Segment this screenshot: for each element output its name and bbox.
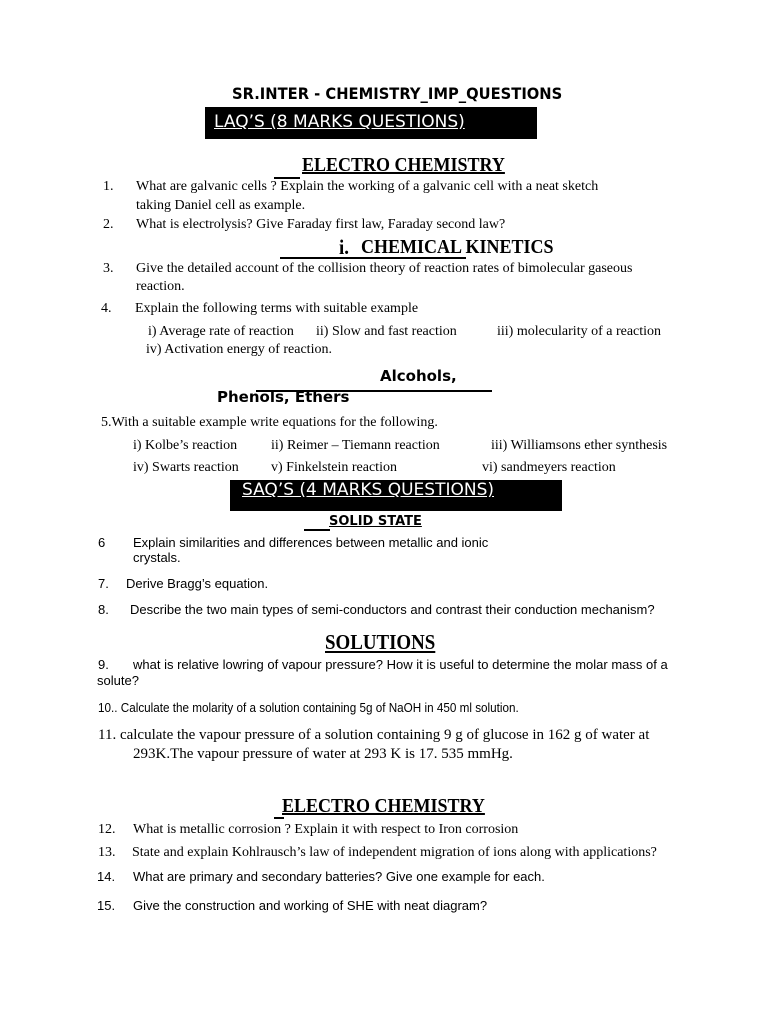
question-text: what is relative lowring of vapour pressure? How it is useful to determine the molar mass of a bbox=[133, 657, 668, 672]
question-text: State and explain Kohlrausch’s law of independent migration of ions along with applications? bbox=[132, 845, 657, 860]
section-heading-alcohols: Alcohols, bbox=[380, 367, 457, 385]
question-text: What is electrolysis? Give Faraday first law, Faraday second law? bbox=[136, 217, 506, 232]
sub-item: ii) Reimer – Tiemann reaction bbox=[271, 438, 440, 453]
sub-item: i) Kolbe’s reaction bbox=[133, 438, 238, 453]
section-heading-phenols-ethers: Phenols, Ethers bbox=[217, 388, 350, 406]
section-heading-chemical-kinetics: CHEMICAL KINETICS bbox=[361, 236, 554, 258]
question-text: Give the construction and working of SHE with neat diagram? bbox=[133, 898, 488, 913]
question-text: Explain similarities and differences between metallic and ionic bbox=[133, 535, 489, 550]
sub-item: iii) molecularity of a reaction bbox=[497, 324, 662, 339]
question-text: 11. calculate the vapour pressure of a solution containing 9 g of glucose in 162 g of water at bbox=[98, 727, 650, 743]
section-heading-solutions: SOLUTIONS bbox=[325, 630, 436, 654]
question-text: taking Daniel cell as example. bbox=[136, 198, 306, 213]
question-text: Describe the two main types of semi-conductors and contrast their conduction mechanism? bbox=[130, 602, 655, 617]
sub-item: vi) sandmeyers reaction bbox=[482, 460, 616, 475]
sub-item: i) Average rate of reaction bbox=[148, 324, 294, 339]
sub-item: iii) Williamsons ether synthesis bbox=[491, 438, 668, 453]
section-heading-electro-chemistry: ELECTRO CHEMISTRY bbox=[302, 154, 505, 176]
question-number: 2. bbox=[103, 217, 114, 232]
question-number: 13. bbox=[98, 845, 116, 860]
question-text: What are primary and secondary batteries? Give one example for each. bbox=[133, 869, 545, 884]
sub-item: v) Finkelstein reaction bbox=[271, 460, 397, 475]
question-number: 4. bbox=[101, 301, 112, 316]
section-number: i. bbox=[339, 235, 349, 259]
question-text: 293K.The vapour pressure of water at 293 K is 17. 535 mmHg. bbox=[133, 746, 513, 762]
question-number: 14. bbox=[97, 869, 116, 884]
sub-item: iv) Swarts reaction bbox=[133, 460, 239, 475]
question-number: 15. bbox=[97, 898, 116, 913]
question-number: 12. bbox=[98, 822, 116, 837]
question-text: What are galvanic cells ? Explain the working of a galvanic cell with a neat sketch bbox=[136, 179, 599, 194]
question-text: reaction. bbox=[136, 279, 185, 294]
question-text: Give the detailed account of the collision theory of reaction rates of bimolecular gaseous bbox=[136, 261, 633, 276]
question-number: 3. bbox=[103, 261, 114, 276]
question-number: 6 bbox=[98, 535, 106, 550]
page-title: SR.INTER - CHEMISTRY_IMP_QUESTIONS bbox=[232, 84, 563, 103]
question-text: What is metallic corrosion ? Explain it with respect to Iron corrosion bbox=[133, 822, 519, 837]
sub-item: iv) Activation energy of reaction. bbox=[146, 342, 332, 357]
question-number: 1. bbox=[103, 179, 114, 194]
question-text: 5.With a suitable example write equations for the following. bbox=[101, 415, 438, 430]
question-text: solute? bbox=[97, 673, 139, 688]
question-number: 9. bbox=[98, 657, 109, 672]
question-text: Derive Bragg’s equation. bbox=[126, 576, 269, 591]
heading-underline bbox=[304, 529, 330, 531]
sub-item: ii) Slow and fast reaction bbox=[316, 324, 457, 339]
section-heading-solid-state: SOLID STATE bbox=[329, 514, 422, 529]
question-number: 7. bbox=[98, 576, 109, 591]
saq-header: SAQ’S (4 MARKS QUESTIONS) bbox=[242, 480, 494, 500]
question-text: Explain the following terms with suitable example bbox=[135, 301, 419, 316]
question-number: 8. bbox=[98, 602, 109, 617]
question-text: 10.. Calculate the molarity of a solution containing 5g of NaOH in 450 ml solution. bbox=[98, 700, 519, 715]
section-heading-electro-chemistry: ELECTRO CHEMISTRY bbox=[282, 795, 485, 817]
question-text: crystals. bbox=[133, 550, 181, 565]
laq-header: LAQ’S (8 MARKS QUESTIONS) bbox=[214, 112, 465, 132]
